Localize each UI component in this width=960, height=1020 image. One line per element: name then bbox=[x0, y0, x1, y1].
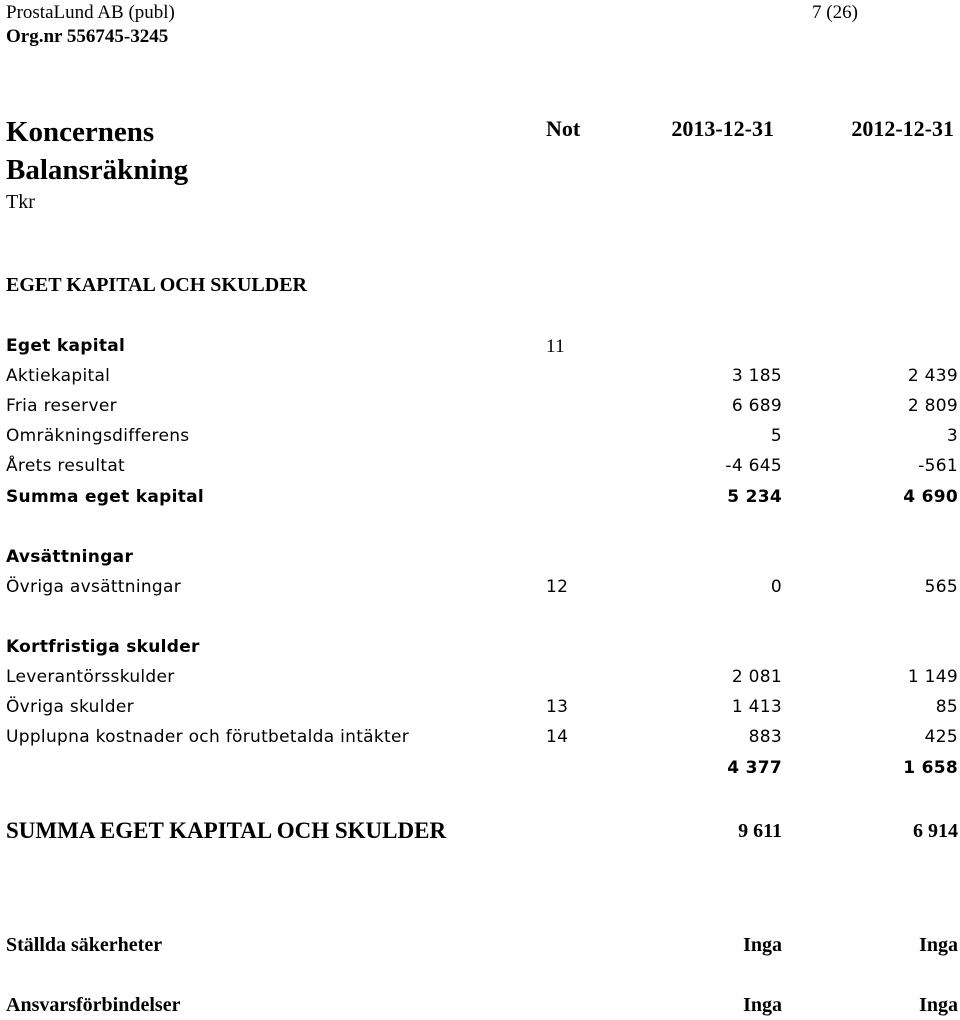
pledged-assets-row bbox=[0, 934, 960, 960]
table-row bbox=[0, 426, 960, 450]
unit-label: Tkr bbox=[6, 191, 35, 213]
row-value-2012: 425 bbox=[924, 727, 958, 747]
row-value-2013: 0 bbox=[770, 577, 782, 597]
row-label: Övriga skulder bbox=[6, 697, 134, 717]
column-header-2012: 2012-12-31 bbox=[851, 116, 954, 141]
table-row bbox=[0, 667, 960, 691]
row-value-2013: Inga bbox=[743, 994, 782, 1016]
company-name: ProstaLund AB (publ) bbox=[6, 2, 175, 23]
row-value-2012: 1 658 bbox=[903, 758, 958, 778]
page-title-line1: Koncernens bbox=[6, 116, 155, 148]
row-value-2012: 85 bbox=[935, 697, 958, 717]
row-value-2013: Inga bbox=[743, 934, 782, 956]
row-value-2013: 5 234 bbox=[727, 487, 782, 507]
row-value-2012: 2 809 bbox=[907, 396, 958, 416]
row-note: 13 bbox=[546, 697, 569, 717]
row-value-2013: 2 081 bbox=[731, 667, 782, 687]
grand-total-label: SUMMA EGET KAPITAL OCH SKULDER bbox=[6, 818, 447, 843]
table-row bbox=[0, 396, 960, 420]
row-value-2012: Inga bbox=[919, 934, 958, 956]
section-title: EGET KAPITAL OCH SKULDER bbox=[6, 274, 307, 296]
grand-total-row bbox=[0, 818, 960, 846]
row-label: Fria reserver bbox=[6, 396, 117, 416]
contingent-liabilities-row bbox=[0, 994, 960, 1020]
current-liabilities-subtotal-row bbox=[0, 758, 960, 782]
row-label: Leverantörsskulder bbox=[6, 667, 175, 687]
current-liabilities-heading: Kortfristiga skulder bbox=[6, 637, 200, 657]
row-label: Årets resultat bbox=[6, 456, 126, 476]
equity-note: 11 bbox=[546, 336, 565, 357]
column-header-not: Not bbox=[546, 116, 581, 141]
row-value-2013: 4 377 bbox=[727, 758, 782, 778]
row-label: Upplupna kostnader och förutbetalda intäkter bbox=[6, 727, 410, 747]
grand-total-2012: 6 914 bbox=[913, 820, 958, 842]
equity-heading: Eget kapital bbox=[6, 336, 126, 356]
column-header-2013: 2013-12-31 bbox=[671, 116, 774, 141]
row-value-2013: 6 689 bbox=[731, 396, 782, 416]
row-value-2012: 4 690 bbox=[903, 487, 958, 507]
row-value-2013: 883 bbox=[748, 727, 782, 747]
provisions-heading-row bbox=[0, 547, 960, 571]
row-label: Omräkningsdifferens bbox=[6, 426, 190, 446]
row-note: 12 bbox=[546, 577, 569, 597]
row-label: Ställda säkerheter bbox=[6, 934, 163, 956]
page-number: 7 (26) bbox=[812, 2, 858, 23]
equity-heading-row bbox=[0, 336, 960, 360]
table-row bbox=[0, 577, 960, 601]
row-label: Summa eget kapital bbox=[6, 487, 205, 507]
row-value-2012: 3 bbox=[946, 426, 958, 446]
page-title-line2: Balansräkning bbox=[6, 154, 189, 186]
table-row bbox=[0, 727, 960, 751]
row-label: Ansvarsförbindelser bbox=[6, 994, 181, 1016]
row-value-2013: -4 645 bbox=[725, 456, 782, 476]
row-value-2012: 565 bbox=[924, 577, 958, 597]
row-note: 14 bbox=[546, 727, 569, 747]
equity-total-row bbox=[0, 487, 960, 511]
row-value-2013: 1 413 bbox=[731, 697, 782, 717]
org-number: Org.nr 556745-3245 bbox=[6, 26, 169, 47]
row-label: Aktiekapital bbox=[6, 366, 111, 386]
row-value-2012: 2 439 bbox=[907, 366, 958, 386]
row-value-2012: -561 bbox=[918, 456, 958, 476]
table-row bbox=[0, 366, 960, 390]
row-value-2012: Inga bbox=[919, 994, 958, 1016]
table-row bbox=[0, 456, 960, 480]
row-label: Övriga avsättningar bbox=[6, 577, 182, 597]
provisions-heading: Avsättningar bbox=[6, 547, 134, 567]
grand-total-2013: 9 611 bbox=[738, 820, 782, 842]
row-value-2012: 1 149 bbox=[907, 667, 958, 687]
table-row bbox=[0, 697, 960, 721]
current-liabilities-heading-row bbox=[0, 637, 960, 661]
row-value-2013: 5 bbox=[770, 426, 782, 446]
row-value-2013: 3 185 bbox=[731, 366, 782, 386]
